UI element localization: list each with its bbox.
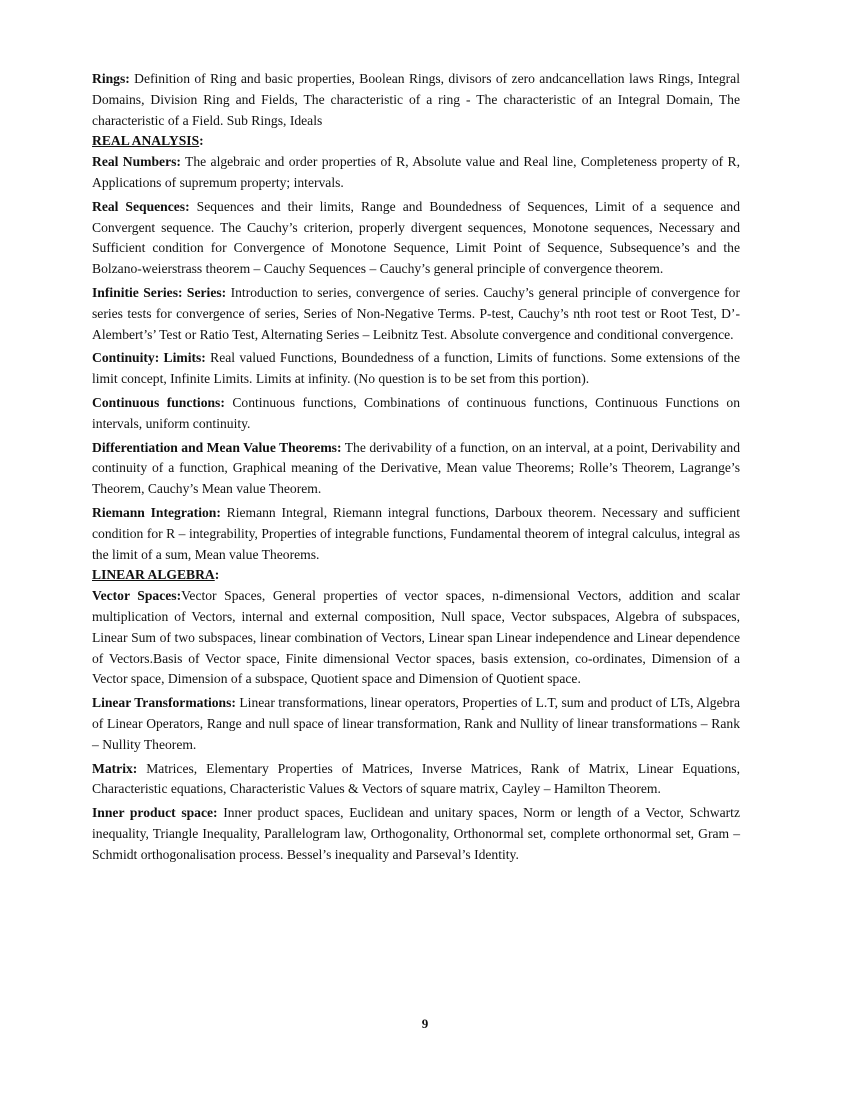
continuous-functions-paragraph [92,393,740,435]
page-number: 9 [421,1016,429,1031]
vector-spaces-paragraph [92,586,740,690]
section-title: Real Sequences: [92,198,190,214]
document-page [92,69,740,865]
section-title: Real Numbers: [92,154,181,170]
section-text: Matrices, Elementary Properties of Matrices, Inverse Matrices, Rank of Matrix, Linear Equations, Characteristic equations, Characteristic Values & Vectors of square matrix, Cayley – Hamilton Theorem. [92,760,740,797]
section-title: Differentiation and Mean Value Theorems: [92,439,342,455]
real-analysis-heading-colon: : [199,133,204,149]
section-text: Real valued Functions, Boundedness of a function, Limits of functions. Some extensions of the limit concept, Infinite Limits. Limits at infinity. (No question is to be set from this portion). [92,350,740,387]
section-title: Linear Transformations: [92,695,236,711]
linear-transformations-paragraph [92,693,740,755]
matrix-paragraph [92,759,740,801]
rings-title: Rings: [92,71,130,86]
real-analysis-heading [92,131,740,152]
section-text: Linear transformations, linear operators, Properties of L.T, sum and product of LTs, Algebra of Linear Operators, Range and null space of linear transformation, Rank and Nullity of linear transformations – Rank – Nullity Theorem. [92,695,740,752]
rings-text: Definition of Ring and basic properties, Boolean Rings, divisors of zero andcancellation laws Rings, Integral Domains, Division Ring and Fields, The characteristic of a ring - The characteristic of an Integral Domain, The characteristic of a Field. Sub Rings, Ideals [92,71,740,128]
section-title: Matrix: [92,760,138,776]
section-title: Infinitie Series: Series: [92,284,227,300]
inner-product-space-paragraph [92,803,740,865]
section-title: Inner product space: [92,805,218,821]
real-analysis-heading-text: REAL ANALYSIS [92,133,200,149]
section-text: Introduction to series, convergence of series. Cauchy’s general principle of convergence for series tests for convergence of series, Series of Non-Negative Terms. P-test, Cauchy’s nth root test or Root Test, D’-Alembert’s’ Test or Ratio Test, Alternating Series – Leibnitz Test. Absolute convergence and conditional convergence. [92,284,740,342]
section-title: Vector Spaces: [92,588,182,604]
section-title: Continuity: Limits: [92,350,206,366]
section-text: Vector Spaces, General properties of vector spaces, n-dimensional Vectors, addition and scalar multiplication of Vectors, internal and external composition, Null space, Vector subspaces, Algebra of subspaces, Linear Sum of two subspaces, linear combination of Vectors, Linear span Linear independence and Linear dependence of Vectors.Basis of Vector space, Finite dimensional Vector spaces, basis extension, co-ordinates, Dimension of a Vector space, Dimension of a subspace, Quotient space and Dimension of Quotient space. [92,588,740,687]
section-text: Continuous functions, Combinations of continuous functions, Continuous Functions on intervals, uniform continuity. [92,394,740,431]
real-numbers-paragraph [92,152,740,194]
infinite-series-paragraph [92,283,740,345]
section-title: Riemann Integration: [92,504,221,520]
rings-paragraph [92,69,740,131]
differentiation-paragraph [92,438,740,500]
section-text: Riemann Integral, Riemann integral functions, Darboux theorem. Necessary and sufficient condition for R – integrability, Properties of integrable functions, Fundamental theorem of integral calculus, integral as the limit of a sum, Mean value Theorems. [92,504,740,562]
linear-algebra-heading [92,565,740,586]
riemann-integration-paragraph [92,503,740,565]
section-title: Continuous functions: [92,394,225,410]
section-text: The algebraic and order properties of R, Absolute value and Real line, Completeness property of R, Applications of supremum property; intervals. [92,154,740,190]
real-sequences-paragraph [92,197,740,280]
section-text: Sequences and their limits, Range and Boundedness of Sequences, Limit of a sequence and Convergent sequence. The Cauchy’s criterion, properly divergent sequences, Monotone sequences, Necessary and Sufficient condition for Convergence of Monotone Sequence, Limit Point of Sequence, Subsequence’s and the Bolzano-weierstrass theorem – Cauchy Sequences – Cauchy’s general principle of convergence theorem. [92,198,740,277]
section-text: The derivability of a function, on an interval, at a point, Derivability and continuity of a function, Graphical meaning of the Derivative, Mean value Theorems; Rolle’s Theorem, Lagrange’s Theorem, Cauchy’s Mean value Theorem. [92,439,740,497]
linear-algebra-heading-colon: : [214,567,220,583]
section-text: Inner product spaces, Euclidean and unitary spaces, Norm or length of a Vector, Schwartz inequality, Triangle Inequality, Parallelogram law, Orthogonality, Orthonormal set, complete orthonormal set, Gram – Schmidt orthogonalisation process. Bessel’s inequality and Parseval’s Identity. [92,805,740,862]
continuity-limits-paragraph [92,348,740,390]
linear-algebra-heading-text: LINEAR ALGEBRA [92,567,215,583]
